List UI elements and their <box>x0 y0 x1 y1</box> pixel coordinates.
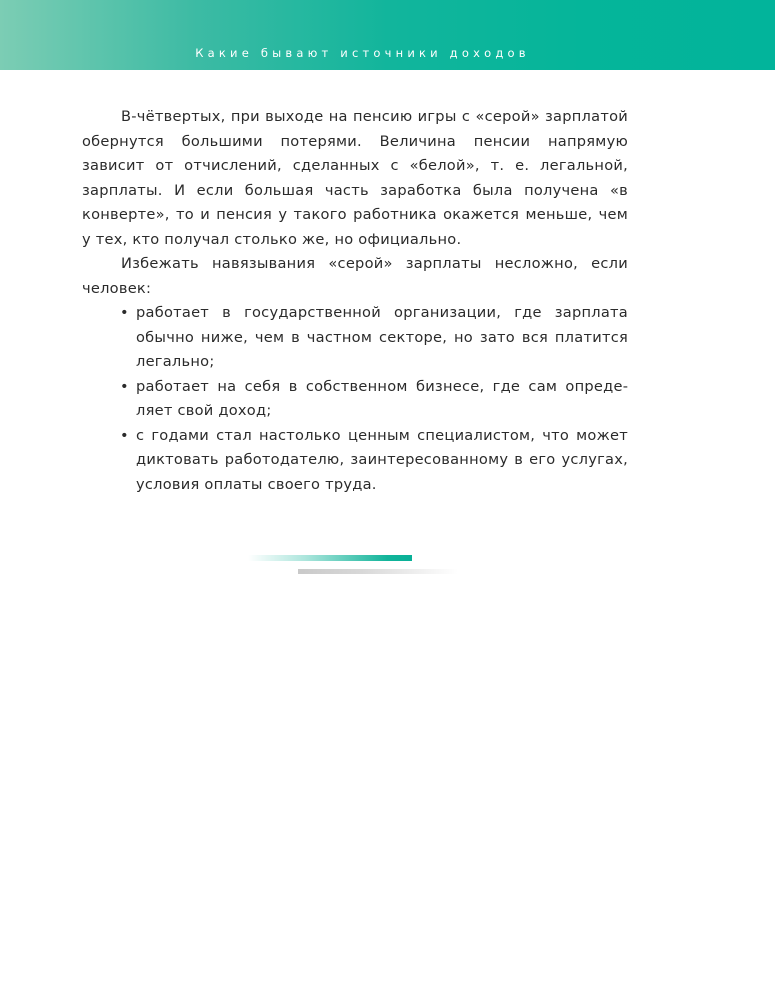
ornament-gray-line <box>298 569 458 574</box>
list-item <box>82 375 628 424</box>
ornament-teal-line <box>248 555 412 561</box>
list-item <box>82 301 628 375</box>
paragraph-avoid-grey-salary: Избежать навязывания «серой» зарплаты несложно, если человек: <box>82 255 628 297</box>
list-item-text: с годами стал настолько ценным специалистом, что может диктовать работодателю, заинтересованному в его услугах, условия оплаты своего труда. <box>136 426 628 493</box>
list-item-text: работает в государственной организации, где зарплата обычно ниже, чем в частном секторе, но зато вся платится легально; <box>136 304 628 370</box>
paragraph-pension: В-чётвертых, при выходе на пенсию игры с «серой» зарплатой обернутся большими потерями. Величина пенсии напрямую зависит от отчислений, сделанных с «белой», т. е. легальной, зарплаты. И если большая часть заработка была получена «в конверте», то и пенсия у такого работника окажется меньше, чем у тех, кто получал столько же, но официально. <box>82 108 628 248</box>
running-title: Какие бывают источники доходов <box>195 46 530 60</box>
bullet-icon: • <box>120 304 129 321</box>
list-item-text: работает на себя в собственном бизнесе, где сам определяет свой доход; <box>136 377 628 419</box>
body-text <box>82 105 628 497</box>
conditions-list <box>82 301 628 497</box>
list-item <box>82 424 628 498</box>
bullet-icon: • <box>120 426 129 444</box>
bullet-icon: • <box>120 377 129 395</box>
